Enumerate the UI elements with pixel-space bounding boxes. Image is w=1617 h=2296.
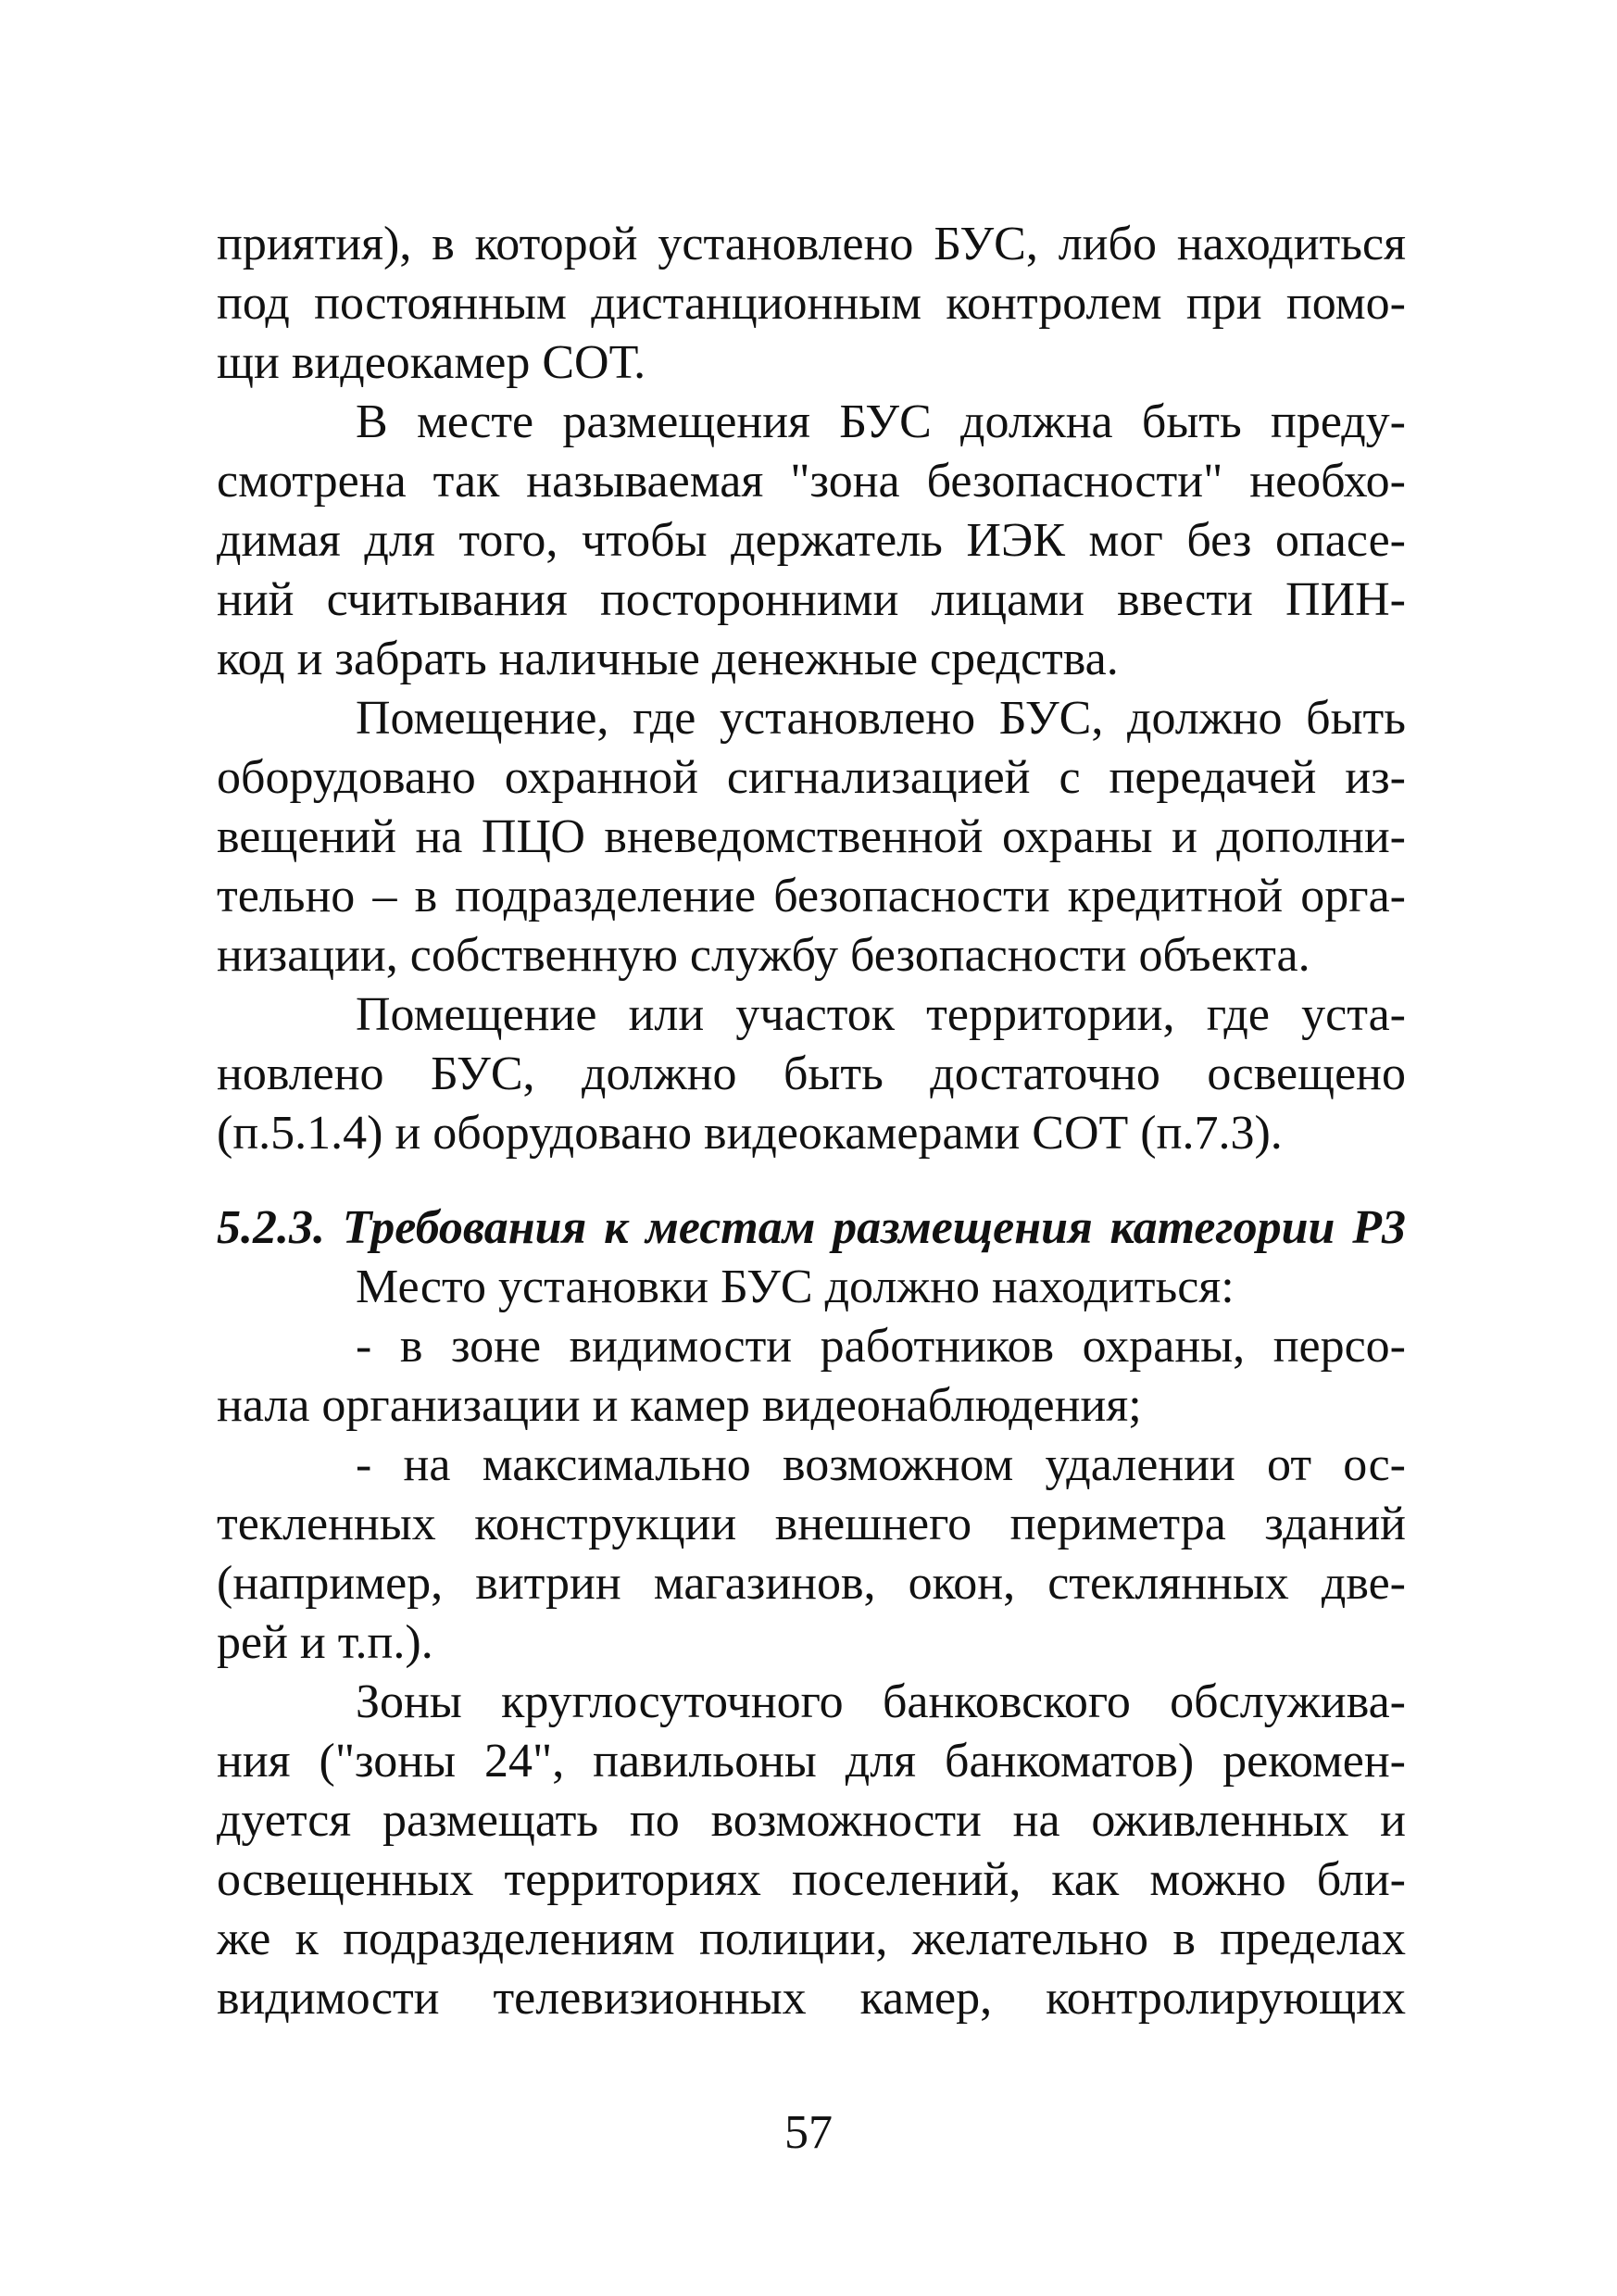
text-line: (п.5.1.4) и оборудовано видеокамерами СОТ (п.7.3).: [217, 1107, 1283, 1160]
text-line: под постоянным дистанционным контролем при помо-: [217, 277, 1406, 330]
text-line: Помещение или участок территории, где уста-: [356, 988, 1406, 1041]
text-line: (например, витрин магазинов, окон, стеклянных две-: [217, 1557, 1406, 1610]
text-line: - в зоне видимости работников охраны, персо-: [356, 1320, 1406, 1373]
text-line: Зоны круглосуточного банковского обслужива-: [356, 1675, 1406, 1728]
text-line: приятия), в которой установлено БУС, либо находиться: [217, 218, 1406, 270]
text-line: код и забрать наличные денежные средства.: [217, 633, 1119, 685]
text-line: дуется размещать по возможности на оживленных и: [217, 1794, 1406, 1847]
text-line: смотрена так называемая "зона безопасности" необхо-: [217, 455, 1406, 508]
text-line: текленных конструкции внешнего периметра зданий: [217, 1498, 1406, 1550]
text-line: ний считывания посторонними лицами ввести ПИН-: [217, 573, 1406, 626]
text-line: В месте размещения БУС должна быть преду-: [356, 395, 1406, 448]
text-line: Помещение, где установлено БУС, должно быть: [356, 692, 1406, 745]
body-text: [217, 215, 1406, 2028]
text-line: оборудовано охранной сигнализацией с передачей из-: [217, 751, 1406, 804]
text-line: щи видеокамер СОТ.: [217, 336, 646, 389]
section-heading: 5.2.3. Требования к местам размещения категории Р3: [217, 1201, 1406, 1254]
text-line: Место установки БУС должно находиться:: [356, 1261, 1235, 1313]
text-line: освещенных территориях поселений, как можно бли-: [217, 1853, 1406, 1906]
text-line: видимости телевизионных камер, контролирующих: [217, 1972, 1406, 2025]
text-line: же к подразделениям полиции, желательно в пределах: [217, 1913, 1406, 1965]
section-gap: [217, 1163, 1406, 1198]
text-line: ния ("зоны 24", павильоны для банкоматов) рекомен-: [217, 1735, 1406, 1788]
text-line: низации, собственную службу безопасности объекта.: [217, 929, 1310, 982]
text-line: - на максимально возможном удалении от ос-: [356, 1438, 1406, 1491]
text-line: вещений на ПЦО вневедомственной охраны и дополни-: [217, 810, 1406, 863]
text-line: рей и т.п.).: [217, 1616, 433, 1669]
text-line: новлено БУС, должно быть достаточно освещено: [217, 1048, 1406, 1100]
text-line: тельно – в подразделение безопасности кредитной орга-: [217, 870, 1406, 922]
page-number: 57: [784, 2106, 833, 2159]
text-line: нала организации и камер видеонаблюдения;: [217, 1379, 1142, 1432]
text-line: димая для того, чтобы держатель ИЭК мог без опасе-: [217, 514, 1406, 567]
